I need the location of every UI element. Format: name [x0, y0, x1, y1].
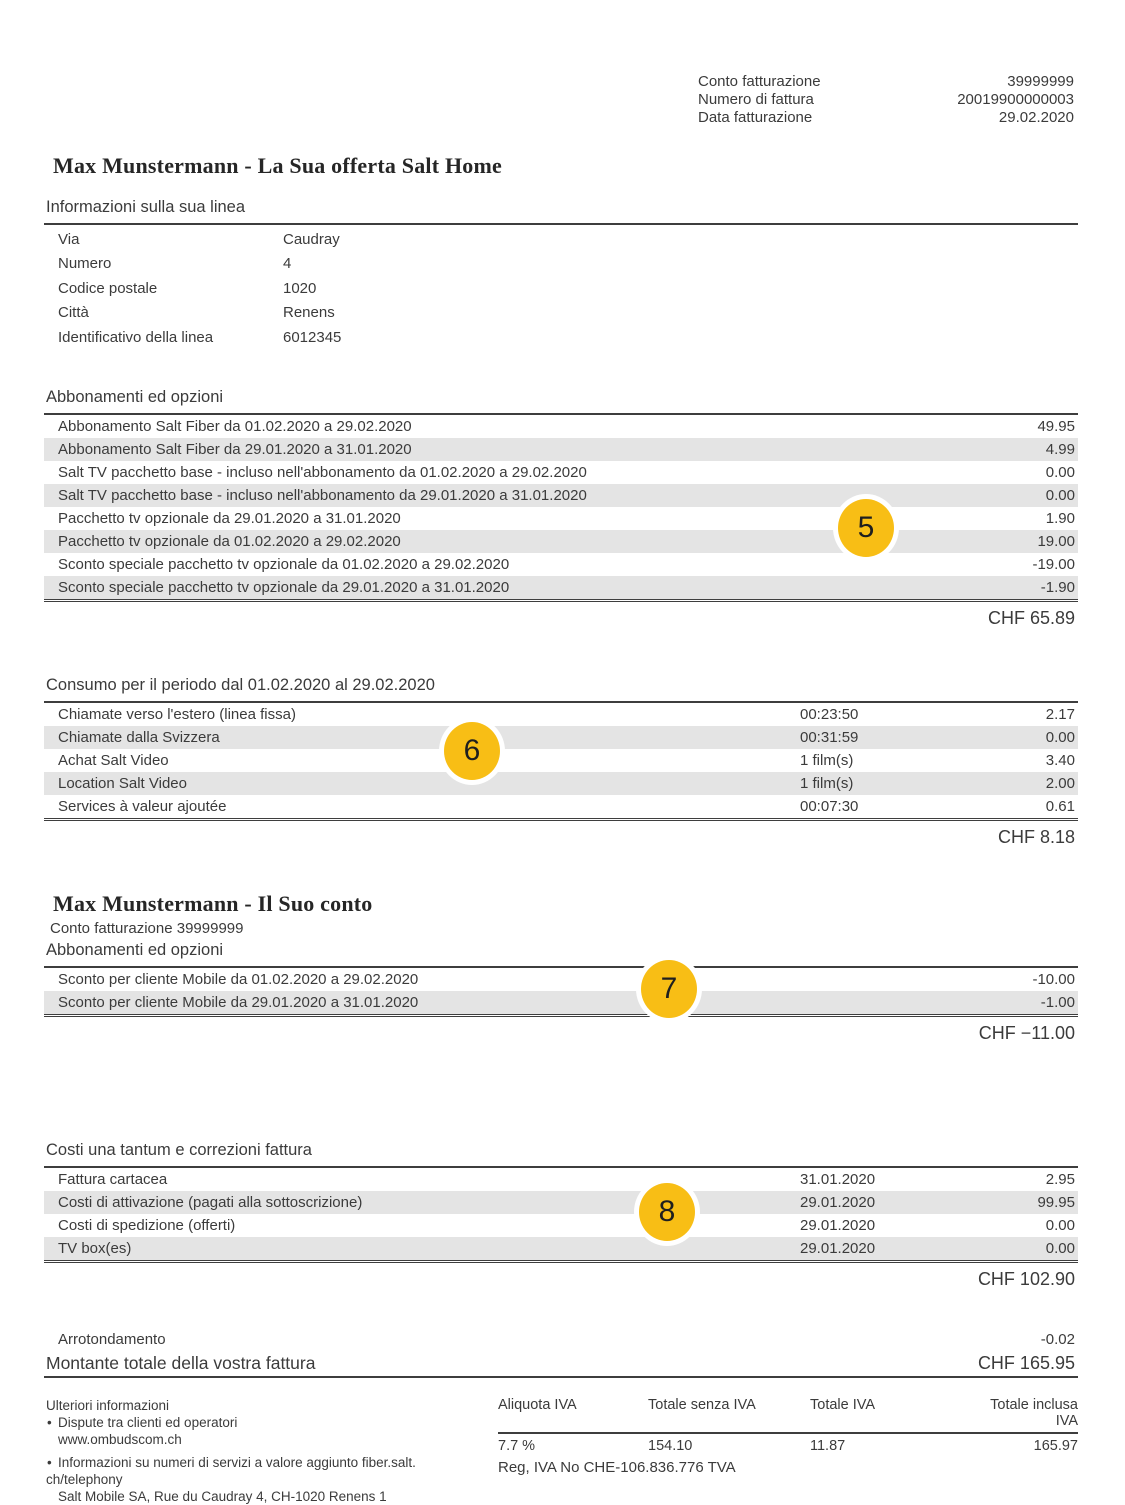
table-row — [44, 703, 1078, 726]
row-label: Chiamate dalla Svizzera — [58, 729, 220, 746]
table-row — [44, 484, 1078, 507]
invoice-summary — [44, 1329, 1078, 1378]
subscriptions-table — [44, 388, 1078, 629]
vat-total-incl: 165.97 — [1033, 1438, 1078, 1454]
row-amount: -19.00 — [1032, 556, 1075, 573]
footer-info-heading: Ulteriori informazioni — [46, 1398, 170, 1413]
table-row — [44, 1168, 1078, 1191]
vat-amount: 11.87 — [810, 1438, 846, 1454]
row-amount: -1.00 — [1040, 994, 1075, 1011]
row-label: Abbonamento Salt Fiber da 01.02.2020 a 29.02.2020 — [58, 418, 412, 435]
header-field-value: 20019900000003 — [957, 91, 1074, 108]
table-row — [44, 461, 1078, 484]
row-label: Costi di attivazione (pagati alla sottoscrizione) — [58, 1194, 363, 1211]
annotation-marker-6: 6 — [444, 722, 500, 780]
header-field-value: 39999999 — [1007, 73, 1074, 90]
invoice-header — [44, 73, 1078, 127]
info-label: Codice postale — [58, 279, 158, 297]
row-amount: 49.95 — [1037, 418, 1075, 435]
usage-heading: Consumo per il periodo dal 01.02.2020 al 29.02.2020 — [46, 676, 435, 694]
account-subscriptions-total: CHF −11.00 — [978, 1023, 1075, 1043]
info-value: 1020 — [283, 279, 317, 297]
row-amount: 3.40 — [1045, 752, 1075, 769]
subscriptions-heading: Abbonamenti ed opzioni — [46, 388, 224, 406]
row-date: 29.01.2020 — [800, 1217, 876, 1234]
row-label: Achat Salt Video — [58, 752, 169, 769]
grand-total-label: Montante totale della vostra fattura — [46, 1353, 316, 1373]
annotation-marker-8: 8 — [639, 1183, 695, 1241]
subscriptions-total: CHF 65.89 — [987, 608, 1075, 628]
row-amount: 1.90 — [1045, 510, 1075, 527]
header-field-label: Numero di fattura — [698, 91, 814, 108]
line-info-section — [44, 198, 1078, 350]
row-label: Services à valeur ajoutée — [58, 798, 227, 815]
row-label: Abbonamento Salt Fiber da 29.01.2020 a 31.01.2020 — [58, 441, 412, 458]
annotation-marker-5: 5 — [838, 499, 894, 557]
vat-header: Totale senza IVA — [648, 1397, 756, 1413]
row-date: 31.01.2020 — [800, 1171, 876, 1188]
footer-wrap-text: ch/telephony — [46, 1471, 123, 1487]
usage-total: CHF 8.18 — [997, 827, 1075, 847]
row-label: Sconto speciale pacchetto tv opzionale da 01.02.2020 a 29.02.2020 — [58, 556, 510, 573]
one-time-costs-table — [44, 1141, 1078, 1290]
account-subscriptions-heading: Abbonamenti ed opzioni — [46, 941, 224, 959]
row-amount: 2.00 — [1045, 775, 1075, 792]
vat-header: Totale IVA — [810, 1397, 876, 1413]
table-row — [44, 968, 1078, 991]
header-field-label: Conto fatturazione — [698, 73, 821, 90]
rounding-amount: -0.02 — [1040, 1331, 1075, 1348]
row-label: Salt TV pacchetto base - incluso nell'abbonamento da 29.01.2020 a 31.01.2020 — [58, 487, 587, 504]
row-label: Pacchetto tv opzionale da 29.01.2020 a 31.01.2020 — [58, 510, 401, 527]
row-amount: 0.00 — [1045, 1217, 1075, 1234]
account-title: Max Munstermann - Il Suo conto — [53, 891, 373, 916]
table-row — [44, 795, 1078, 818]
vat-header-row — [498, 1397, 1078, 1434]
table-row — [44, 553, 1078, 576]
row-label: Pacchetto tv opzionale da 01.02.2020 a 29.02.2020 — [58, 533, 401, 550]
account-subscriptions-table — [44, 941, 1078, 1044]
row-amount: 0.00 — [1045, 464, 1075, 481]
row-quantity: 00:07:30 — [800, 798, 859, 815]
row-quantity: 00:31:59 — [800, 729, 859, 746]
row-amount: 2.17 — [1045, 706, 1075, 723]
line-info-heading: Informazioni sulla sua linea — [46, 198, 246, 216]
header-field-value: 29.02.2020 — [998, 109, 1074, 126]
one-time-costs-total: CHF 102.90 — [977, 1269, 1075, 1289]
header-field-label: Data fatturazione — [698, 109, 813, 126]
footer-bullet-item: • Informazioni su numeri di servizi a valore aggiunto fiber.salt. — [44, 1454, 484, 1471]
row-quantity: 1 film(s) — [800, 775, 854, 792]
table-row — [44, 991, 1078, 1014]
row-quantity: 1 film(s) — [800, 752, 854, 769]
vat-value-row — [498, 1437, 1078, 1455]
info-row — [44, 326, 1078, 350]
table-row — [44, 507, 1078, 530]
footer-company-address: Salt Mobile SA, Rue du Caudray 4, CH-1020 Renens 1 — [58, 1489, 387, 1505]
row-amount: 0.00 — [1045, 1240, 1075, 1257]
row-amount: 0.61 — [1045, 798, 1075, 815]
row-label: Location Salt Video — [58, 775, 187, 792]
info-row — [44, 252, 1078, 276]
vat-total-excl: 154.10 — [648, 1438, 693, 1454]
footer-link-text: www.ombudscom.ch — [58, 1432, 182, 1448]
table-row — [44, 1237, 1078, 1260]
row-label: Sconto per cliente Mobile da 29.01.2020 a 31.01.2020 — [58, 994, 419, 1011]
offer-title: Max Munstermann - La Sua offerta Salt Home — [53, 153, 502, 178]
table-row — [44, 415, 1078, 438]
row-label: Costi di spedizione (offerti) — [58, 1217, 236, 1234]
row-amount: 99.95 — [1037, 1194, 1075, 1211]
table-row — [44, 530, 1078, 553]
table-row — [44, 438, 1078, 461]
account-subtitle: Conto fatturazione 39999999 — [50, 920, 244, 937]
info-label: Città — [58, 304, 89, 322]
row-quantity: 00:23:50 — [800, 706, 859, 723]
info-row — [44, 277, 1078, 301]
row-amount: 0.00 — [1045, 729, 1075, 746]
table-row — [44, 749, 1078, 772]
row-label: Salt TV pacchetto base - incluso nell'abbonamento da 01.02.2020 a 29.02.2020 — [58, 464, 587, 481]
grand-total-rule — [44, 1376, 1078, 1378]
row-amount: 2.95 — [1045, 1171, 1075, 1188]
info-value: 6012345 — [283, 328, 342, 346]
table-row — [44, 772, 1078, 795]
row-label: Fattura cartacea — [58, 1171, 168, 1188]
vat-header: Totale inclusa IVA — [990, 1397, 1078, 1429]
row-label: Sconto speciale pacchetto tv opzionale da 29.01.2020 a 31.01.2020 — [58, 579, 510, 596]
row-amount: 0.00 — [1045, 487, 1075, 504]
footer-info — [44, 1397, 484, 1505]
vat-registration: Reg, IVA No CHE-106.836.776 TVA — [498, 1459, 736, 1476]
row-date: 29.01.2020 — [800, 1240, 876, 1257]
table-row — [44, 726, 1078, 749]
info-value: Caudray — [283, 231, 340, 248]
table-row — [44, 1191, 1078, 1214]
info-value: Renens — [283, 304, 335, 322]
header-field-row — [698, 91, 1074, 109]
header-field-row — [698, 73, 1074, 91]
row-label: Sconto per cliente Mobile da 01.02.2020 a 29.02.2020 — [58, 971, 419, 988]
vat-rate: 7.7 % — [498, 1438, 536, 1454]
row-date: 29.01.2020 — [800, 1194, 876, 1211]
info-row — [44, 228, 1078, 252]
row-amount: 4.99 — [1045, 441, 1075, 458]
rounding-row — [44, 1329, 1078, 1351]
table-row — [44, 1214, 1078, 1237]
footer-bullet-item: • Dispute tra clienti ed operatori — [44, 1414, 484, 1431]
grand-total-row — [44, 1351, 1078, 1375]
row-label: Chiamate verso l'estero (linea fissa) — [58, 706, 296, 723]
vat-table — [498, 1397, 1078, 1476]
row-amount: -10.00 — [1032, 971, 1075, 988]
grand-total-amount: CHF 165.95 — [977, 1353, 1075, 1373]
annotation-marker-7: 7 — [641, 960, 697, 1018]
row-amount: -1.90 — [1040, 579, 1075, 596]
header-field-row — [698, 109, 1074, 127]
info-row — [44, 301, 1078, 325]
vat-header: Aliquota IVA — [498, 1397, 577, 1413]
info-value: 4 — [283, 255, 292, 273]
one-time-costs-heading: Costi una tantum e correzioni fattura — [46, 1141, 312, 1159]
row-amount: 19.00 — [1037, 533, 1075, 550]
info-label: Via — [58, 231, 80, 248]
info-label: Identificativo della linea — [58, 328, 214, 346]
info-label: Numero — [58, 255, 112, 273]
row-label: TV box(es) — [58, 1240, 132, 1257]
usage-table — [44, 676, 1078, 848]
table-row — [44, 576, 1078, 599]
rounding-label: Arrotondamento — [58, 1331, 166, 1348]
